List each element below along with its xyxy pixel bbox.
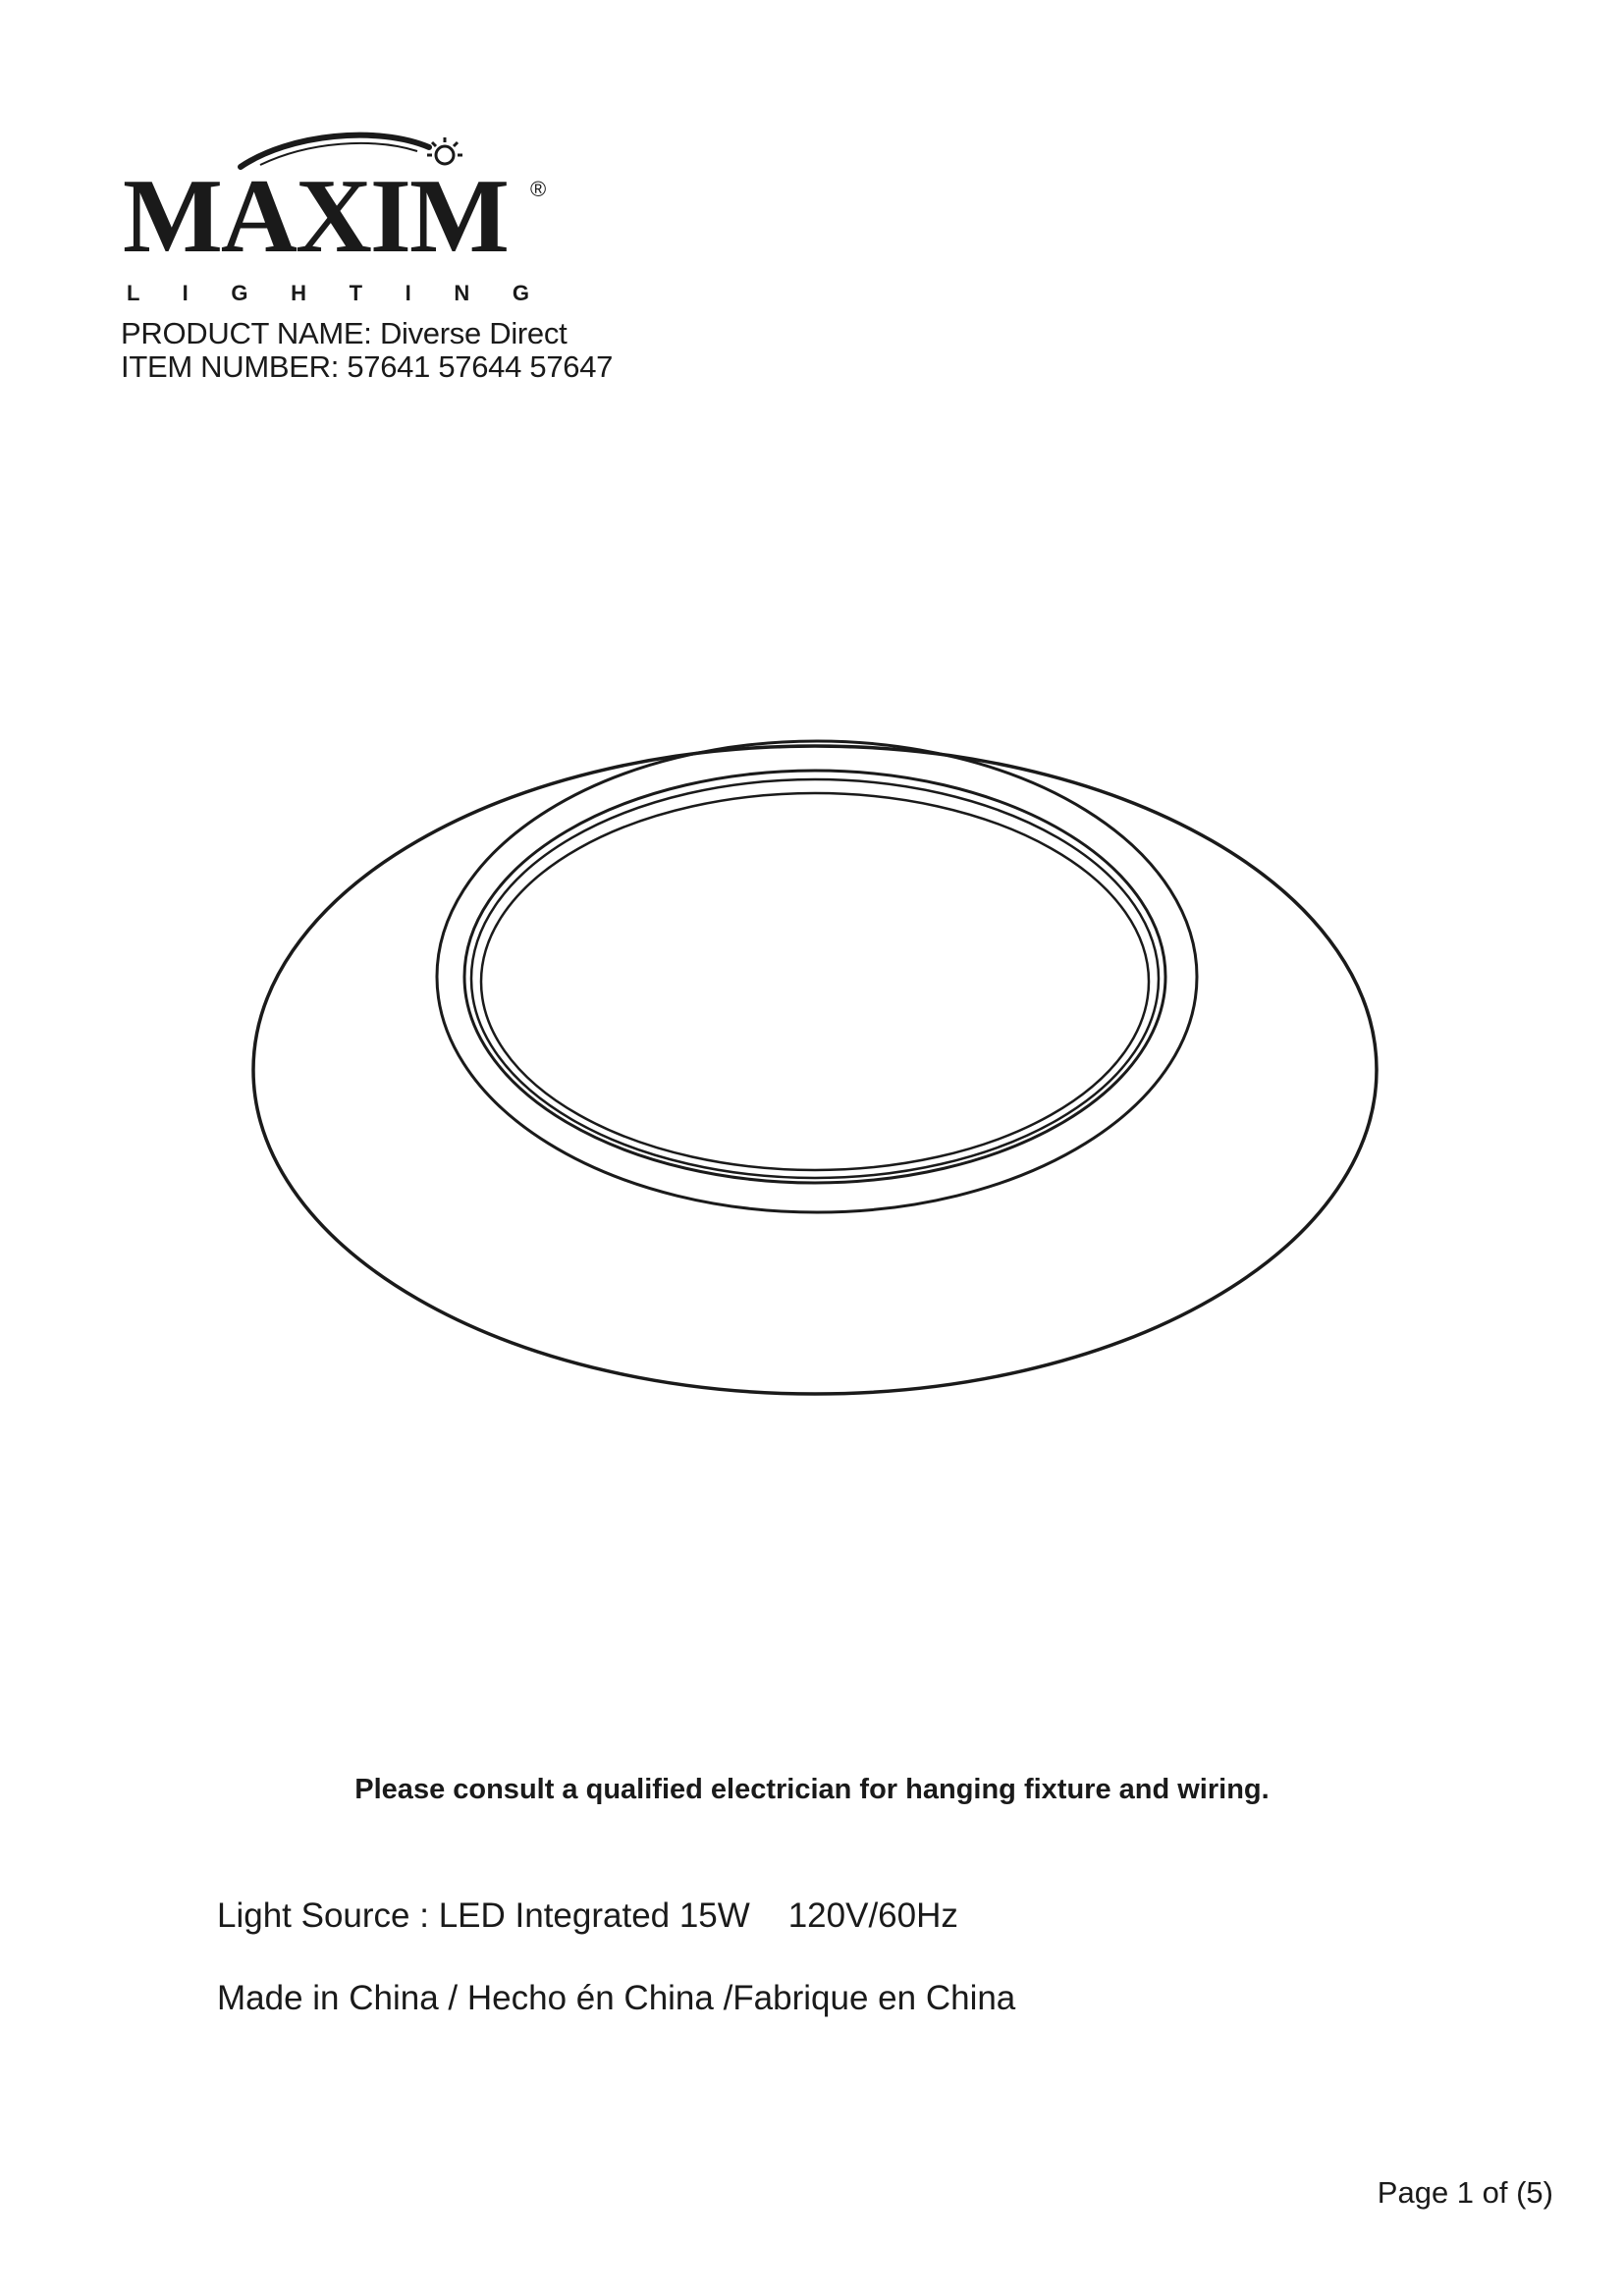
logo-wordmark: MAXIM	[123, 158, 508, 275]
maxim-lighting-logo	[123, 126, 574, 307]
product-name-label: PRODUCT NAME:	[121, 316, 372, 350]
registered-mark: ®	[530, 177, 547, 201]
ring-outer	[437, 741, 1197, 1212]
electrician-warning: Please consult a qualified electrician for hanging fixture and wiring.	[354, 1774, 1270, 1805]
page-number: Page 1 of (5)	[1377, 2175, 1553, 2210]
ring-middle	[464, 771, 1165, 1183]
canopy-outline	[253, 746, 1377, 1394]
light-source-spec: Light Source : LED Integrated 15W 120V/60Hz	[217, 1896, 958, 1935]
country-of-origin: Made in China / Hecho én China /Fabrique en China	[217, 1979, 1016, 2017]
ring-inner	[471, 779, 1159, 1178]
logo-subtext: L I G H T I N G	[127, 281, 529, 305]
item-number-label: ITEM NUMBER:	[121, 349, 340, 384]
item-number-value: 57641 57644 57647	[347, 349, 614, 384]
diffuser-edge	[481, 793, 1149, 1170]
item-number-row	[121, 349, 613, 385]
product-name-value: Diverse Direct	[379, 316, 568, 350]
product-name-row	[121, 316, 567, 351]
ceiling-fixture-icon	[245, 731, 1384, 1399]
